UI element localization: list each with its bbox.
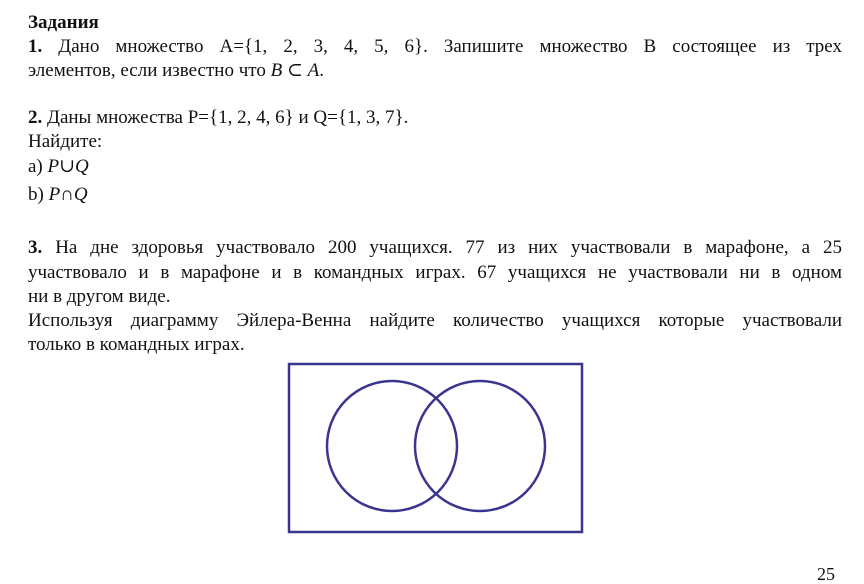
task2-item-a: a) P∪Q <box>28 156 89 177</box>
task1-text: Дано множество А={1, 2, 3, 4, 5, 6}. Запишите множество В состоящее из трех <box>58 36 842 57</box>
task1-line2: элементов, если известно что B ⊂ A. <box>28 60 324 81</box>
left-set-circle <box>327 381 457 511</box>
right-set-circle <box>415 381 545 511</box>
task3-line1: 3. На дне здоровья участвовало 200 учащихся. 77 из них участвовали в марафоне, а 25 <box>28 237 843 258</box>
task1-number: 1. <box>28 36 43 57</box>
set-a: A <box>307 60 320 81</box>
set-b: B <box>270 60 283 81</box>
task2-number: 2. <box>28 107 43 128</box>
page-number: 25 <box>817 564 835 584</box>
union-symbol: ∪ <box>59 156 76 177</box>
task2-item-b: b) P∩Q <box>28 184 88 205</box>
task3-line3: ни в другом виде. <box>28 286 171 307</box>
intersection-symbol: ∩ <box>60 184 74 205</box>
task2-line1: 2. Даны множества P={1, 2, 4, 6} и Q={1, 3, 7}. <box>28 107 409 128</box>
task1-line1 <box>28 35 842 58</box>
task3-line5: только в командных играх. <box>28 334 245 355</box>
task2-line2: Найдите: <box>28 131 103 152</box>
task3-number: 3. <box>28 237 43 258</box>
venn-diagram-svg <box>287 362 584 534</box>
task3-line4: Используя диаграмму Эйлера-Венна найдите количество учащихся которые участвовали <box>28 310 842 331</box>
subset-symbol: ⊂ <box>286 60 303 81</box>
venn-diagram <box>287 362 584 534</box>
task3-line2: участвовало и в марафоне и в командных играх. 67 учащихся не участвовали ни в одном <box>28 262 842 283</box>
universal-set-rectangle <box>289 364 582 532</box>
heading: Задания <box>28 12 99 33</box>
